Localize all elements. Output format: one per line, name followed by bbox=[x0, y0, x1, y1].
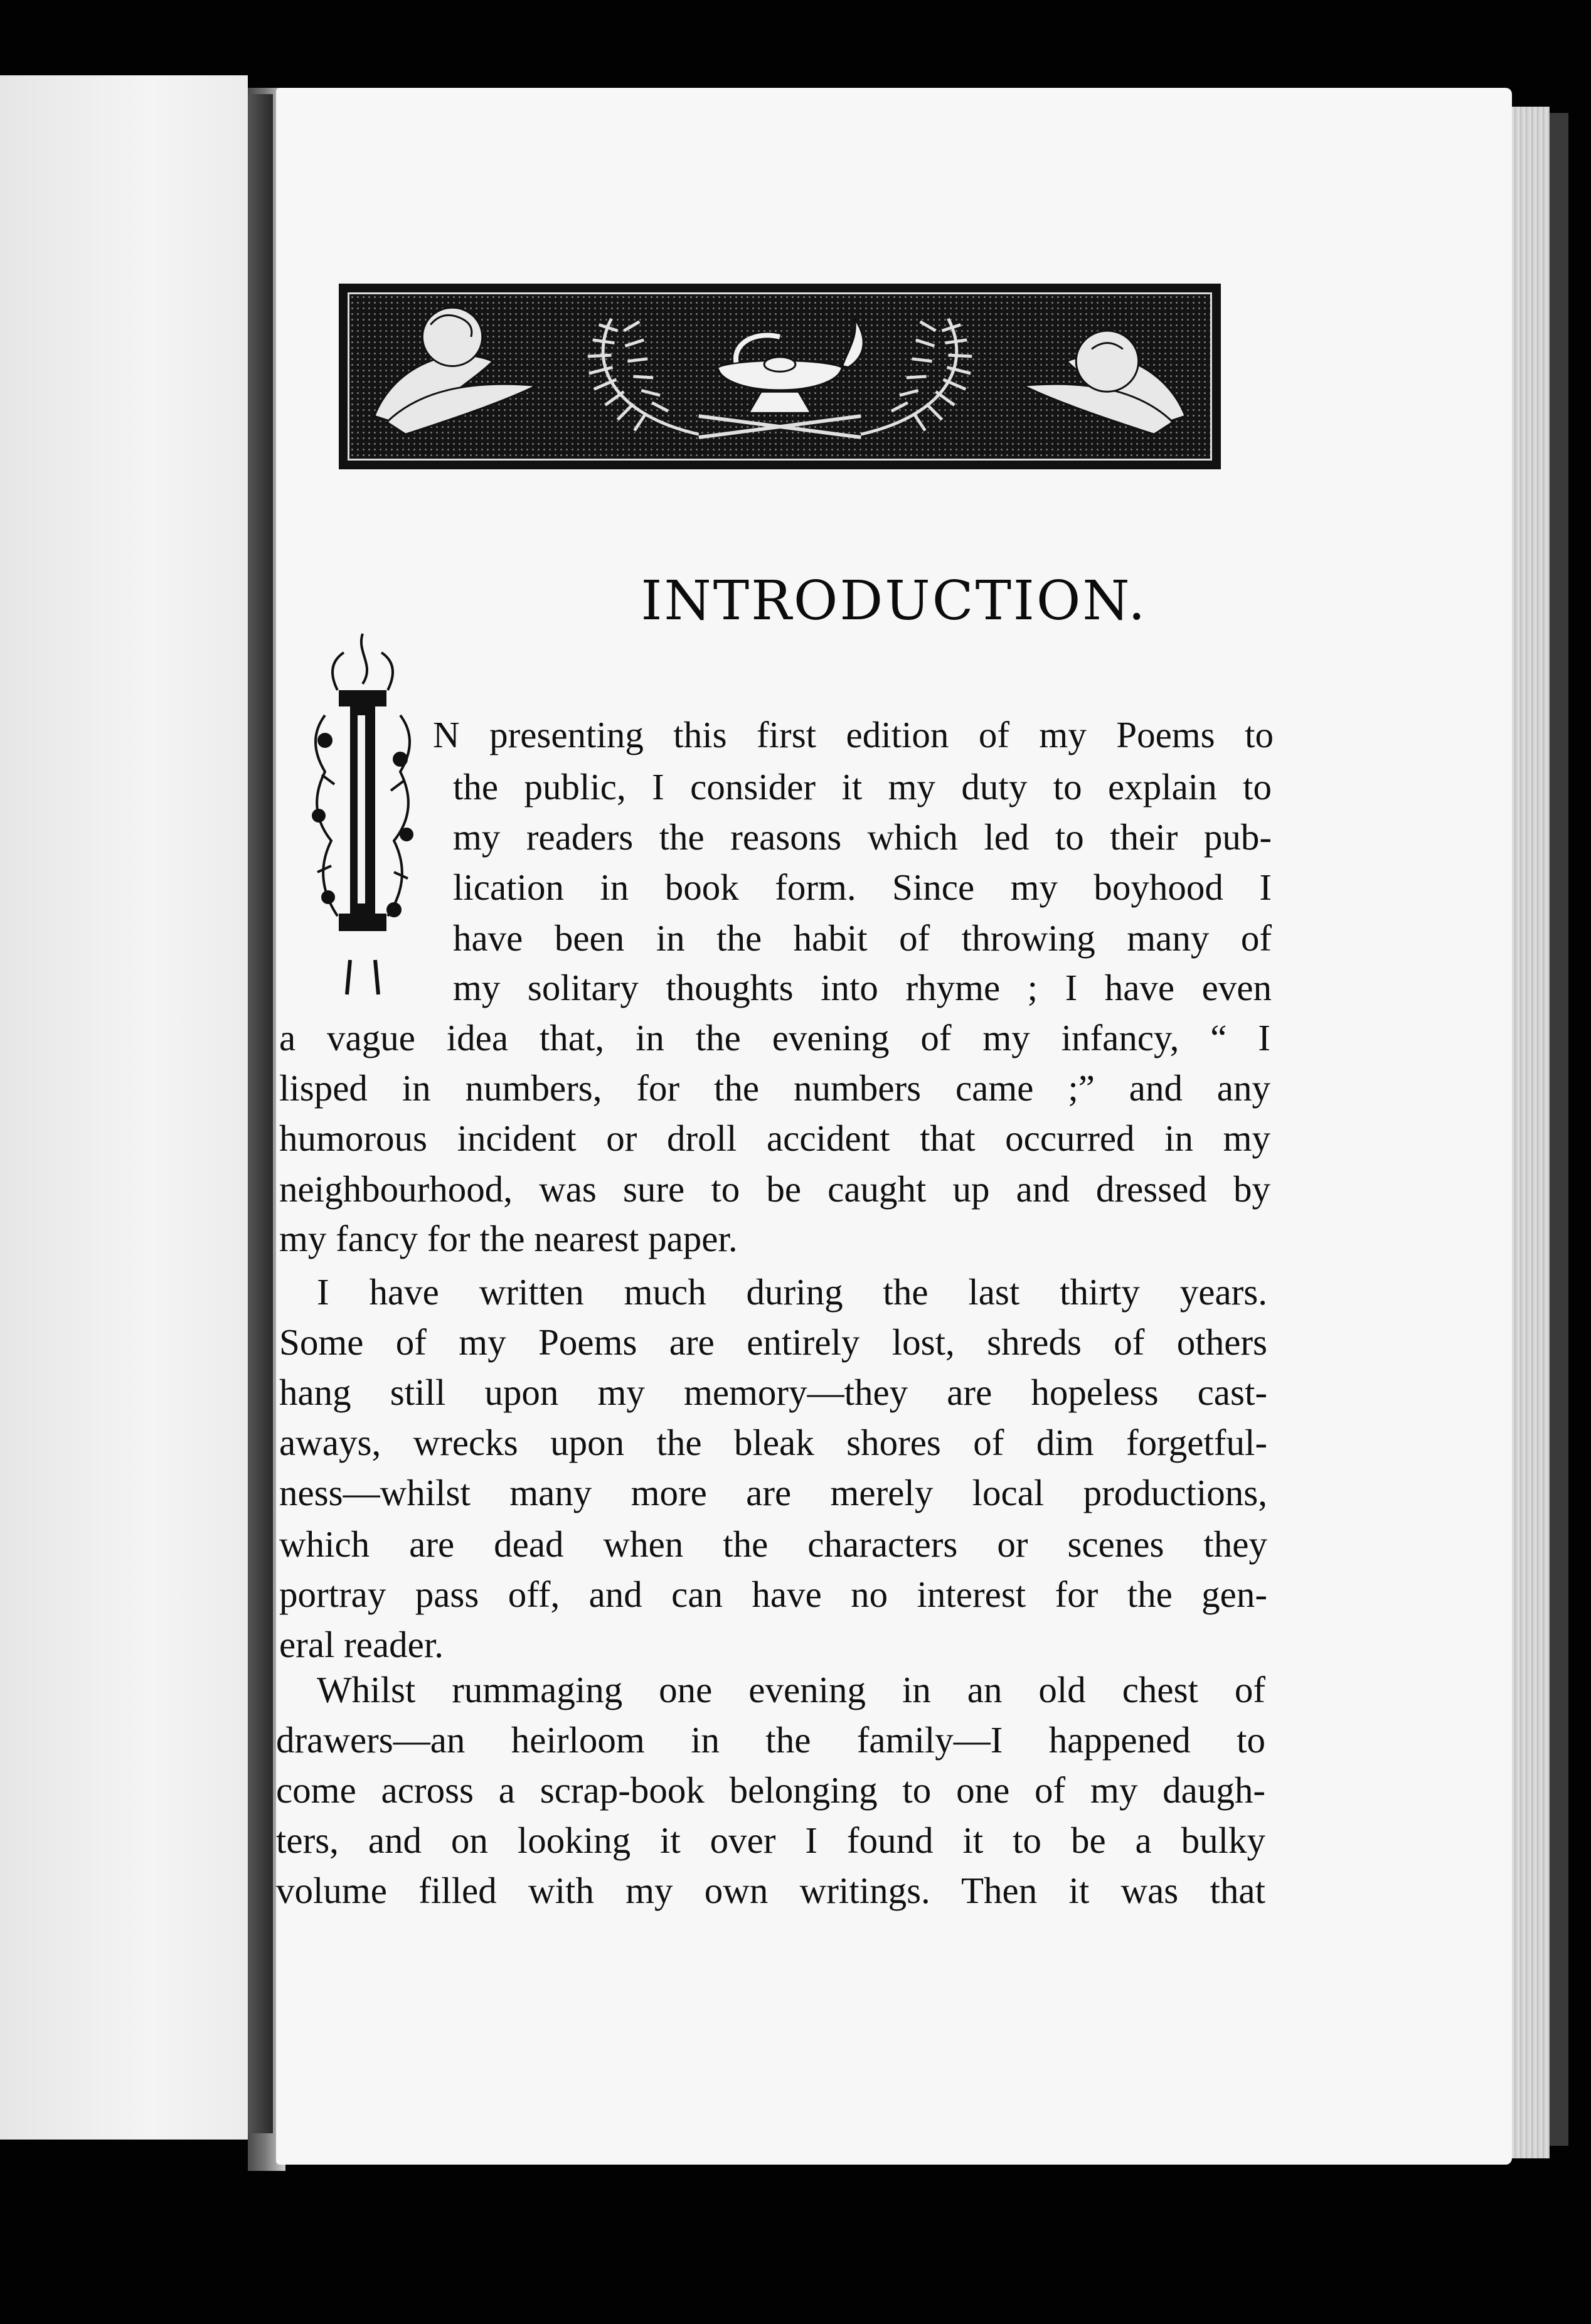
ornamental-headpiece bbox=[339, 284, 1221, 469]
text-line: have been in the habit of throwing many of bbox=[453, 920, 1272, 959]
text-line: ters, and on looking it over I found it to be a bulky bbox=[276, 1822, 1265, 1861]
text-line: my readers the reasons which led to their pub- bbox=[453, 819, 1272, 858]
illuminated-letter-i-icon bbox=[300, 627, 425, 998]
text-line: my solitary thoughts into rhyme ; I have even bbox=[453, 969, 1272, 1008]
headpiece-panel bbox=[348, 292, 1212, 461]
text-line: lisped in numbers, for the numbers came ;” and any bbox=[279, 1070, 1270, 1109]
text-line: aways, wrecks upon the bleak shores of dim forgetful- bbox=[279, 1424, 1267, 1463]
drop-cap bbox=[300, 627, 425, 998]
page-stack-edge bbox=[1506, 107, 1550, 2158]
headpiece-ornament-icon bbox=[349, 294, 1210, 459]
text-line: N presenting this first edition of my Poems to bbox=[433, 717, 1274, 755]
text-line: come across a scrap-book belonging to one of my daugh- bbox=[276, 1772, 1265, 1811]
text-line: a vague idea that, in the evening of my infancy, “ I bbox=[279, 1020, 1270, 1058]
text-line: volume filled with my own writings. Then it was that bbox=[276, 1872, 1265, 1911]
text-line: Whilst rummaging one evening in an old chest of bbox=[317, 1671, 1265, 1710]
text-line: my fancy for the nearest paper. bbox=[279, 1220, 738, 1259]
text-line: eral reader. bbox=[279, 1626, 444, 1665]
page-title: INTRODUCTION. bbox=[641, 570, 1147, 632]
text-line: Some of my Poems are entirely lost, shreds of others bbox=[279, 1324, 1267, 1363]
text-line: drawers—an heirloom in the family—I happened to bbox=[276, 1722, 1265, 1761]
book-cover-edge bbox=[1550, 113, 1568, 2146]
text-line: which are dead when the characters or scenes they bbox=[279, 1526, 1267, 1565]
text-line: portray pass off, and can have no interest for the gen- bbox=[279, 1576, 1267, 1615]
text-line: the public, I consider it my duty to explain to bbox=[453, 769, 1272, 808]
text-line: ness—whilst many more are merely local productions, bbox=[279, 1474, 1267, 1513]
text-line: neighbourhood, was sure to be caught up and dressed by bbox=[279, 1171, 1270, 1210]
text-line: I have written much during the last thirty years. bbox=[317, 1274, 1267, 1313]
left-page-edge bbox=[248, 94, 273, 2133]
text-line: hang still upon my memory—they are hopeless cast- bbox=[279, 1374, 1267, 1413]
left-page bbox=[0, 75, 248, 2140]
text-line: humorous incident or droll accident that occurred in my bbox=[279, 1120, 1270, 1159]
text-line: lication in book form. Since my boyhood I bbox=[453, 869, 1272, 908]
